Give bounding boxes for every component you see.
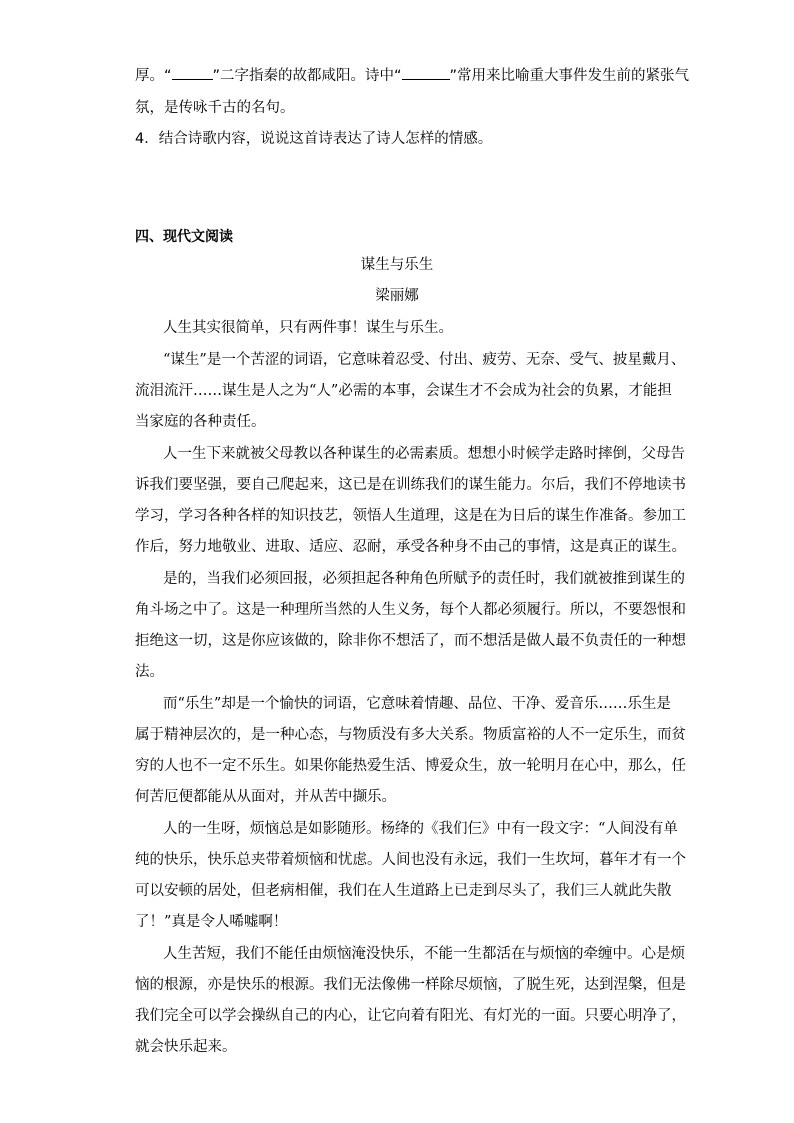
article-line: 流泪流汗……谋生是人之为“人”必需的本事，会谋生才不会成为社会的负累，才能担 [135, 383, 672, 399]
article-line: 人生苦短，我们不能任由烦恼淹没快乐，不能一生都活在与烦恼的牵缠中。心是烦 [163, 946, 685, 962]
section-heading: 四、现代文阅读 [135, 229, 233, 245]
article-line: 穷的人也不一定不乐生。如果你能热爱生活、博爱众生，放一轮明月在心中，那么，任 [135, 758, 686, 774]
question-3-text-a: 厚。“ [135, 68, 172, 84]
question-3-text-b: ”二字指秦的故都咸阳。诗中“ [212, 68, 402, 84]
answer-blank-2[interactable] [402, 65, 450, 80]
article-line: 可以安顿的居处，但老病相催，我们在人生道路上已走到尽头了，我们三人就此失散 [135, 883, 672, 899]
article-line: 何苦厄便都能从从面对，并从苦中撷乐。 [135, 789, 396, 805]
article-line: 当家庭的各种责任。 [135, 414, 266, 430]
article-line: 法。 [135, 664, 164, 680]
article-line: 作后，努力地敬业、进取、适应、忍耐，承受各种身不由己的事情，这是真正的谋生。 [135, 539, 686, 555]
article-line: 属于精神层次的，是一种心态，与物质没有多大关系。物质富裕的人不一定乐生，而贫 [135, 727, 686, 743]
article-line: 人生其实很简单，只有两件事！谋生与乐生。 [163, 320, 453, 336]
article-line: 了！”真是令人唏嘘啊！ [135, 914, 288, 930]
article-line: 恼的根源，亦是快乐的根源。我们无法像佛一样除尽烦恼，了脱生死，达到涅槃，但是 [135, 977, 686, 993]
article-line: “谋生”是一个苦涩的词语，它意味着忍受、付出、疲劳、无奈、受气、披星戴月、 [163, 352, 686, 368]
article-line: 是的，当我们必须回报，必须担起各种角色所赋予的责任时，我们就被推到谋生的 [163, 571, 685, 587]
question-4: 4．结合诗歌内容，说说这首诗表达了诗人怎样的情感。 [135, 131, 493, 147]
article-author: 梁丽娜 [375, 288, 419, 304]
question-3-text-c: ”常用来比喻重大事件发生前的紧张气 [449, 68, 690, 84]
article-line: 人一生下来就被父母教以各种谋生的必需素质。想想小时候学走路时摔倒，父母告 [163, 446, 685, 462]
article-title: 谋生与乐生 [360, 257, 434, 273]
article-line: 人的一生呀，烦恼总是如影随形。杨绛的《我们仨》中有一段文字：“人间没有单 [163, 821, 678, 837]
article-line: 角斗场之中了。这是一种理所当然的人生义务，每个人都必须履行。所以，不要怨恨和 [135, 602, 686, 618]
article-line: 我们完全可以学会操纵自己的内心，让它向着有阳光、有灯光的一面。只要心明净了， [135, 1008, 686, 1024]
article-line: 拒绝这一切，这是你应该做的，除非你不想活了，而不想活是做人最不负责任的一种想 [135, 633, 686, 649]
article-line: 就会快乐起来。 [135, 1039, 237, 1055]
question-3-line-1 [135, 65, 689, 86]
answer-blank-1[interactable] [172, 65, 213, 80]
article-line: 学习，学习各种各样的知识技艺，领悟人生道理，这是在为日后的谋生作准备。参加工 [135, 508, 686, 524]
article-line: 而“乐生”却是一个愉快的词语，它意味着情趣、品位、干净、爱音乐……乐生是 [163, 696, 671, 712]
article-line: 诉我们要坚强，要自己爬起来，这已是在训练我们的谋生能力。尔后，我们不停地读书 [135, 477, 686, 493]
question-3-line-2: 氛，是传咏千古的名句。 [135, 100, 295, 116]
article-line: 纯的快乐，快乐总夹带着烦恼和忧虑。人间也没有永远，我们一生坎坷，暮年才有一个 [135, 852, 686, 868]
